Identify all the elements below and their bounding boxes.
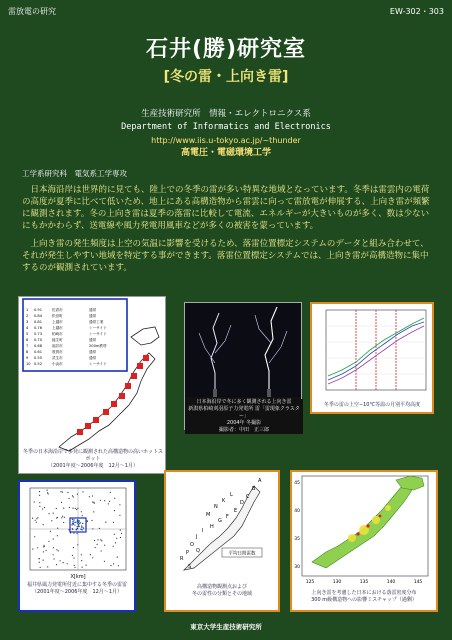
- table-cell-place: 敦賀市: [52, 350, 63, 354]
- scatter-point: [115, 542, 116, 543]
- scatter-point: [34, 536, 35, 537]
- x-tick-label: 125: [305, 580, 315, 585]
- scatter-point: [105, 522, 106, 523]
- department: 工学系研究科 電気系工学専攻: [22, 169, 127, 178]
- scatter-point: [90, 554, 91, 555]
- density-map-graphic: [292, 472, 436, 588]
- wind-farm-graphic: [20, 482, 134, 580]
- x-tick-label: 140: [386, 580, 396, 585]
- scatter-point: [119, 504, 120, 505]
- scatter-point: [51, 520, 52, 521]
- scatter-point: [100, 500, 101, 501]
- scatter-point: [44, 545, 45, 546]
- temperature-chart-graphic: [312, 304, 432, 400]
- scatter-point-cluster: [81, 529, 82, 530]
- scatter-point-cluster: [83, 528, 84, 529]
- site-label-i: I: [202, 528, 204, 534]
- scatter-point: [104, 500, 105, 501]
- x-tick-label: 130: [332, 580, 342, 585]
- scatter-point: [48, 493, 49, 494]
- scatter-point: [46, 550, 47, 551]
- table-cell-rank: 10: [26, 362, 31, 366]
- scatter-point: [39, 491, 40, 492]
- scatter-point: [56, 549, 57, 550]
- lightning-photo-graphic: [185, 303, 301, 397]
- scatter-point: [117, 557, 118, 558]
- scatter-point: [49, 513, 50, 514]
- scatter-point: [81, 554, 82, 555]
- site-label-g: G: [218, 518, 222, 524]
- scatter-point: [63, 508, 64, 509]
- table-cell-structure: 通常: [89, 314, 97, 318]
- scatter-point: [60, 560, 61, 561]
- y-tick-label: 35: [294, 537, 300, 542]
- scatter-point-cluster: [74, 525, 75, 526]
- scatter-point: [39, 495, 40, 496]
- table-cell-structure: 通常: [89, 356, 97, 360]
- x-tick-label: 135: [359, 580, 369, 585]
- table-cell-rank: 8: [26, 350, 29, 354]
- scatter-point-cluster: [76, 529, 77, 530]
- table-cell-rank: 1: [26, 308, 29, 312]
- table-cell-structure: 通常: [89, 338, 97, 342]
- scatter-point: [113, 522, 114, 523]
- figure-lightning-photo: [184, 302, 302, 433]
- table-cell-value: 0.76: [34, 326, 43, 330]
- figure-wind-farm: [18, 480, 136, 612]
- scatter-point: [81, 511, 82, 512]
- table-cell-place: 松田町: [52, 314, 63, 318]
- scatter-point-cluster: [78, 525, 79, 526]
- table-cell-value: 0.68: [34, 344, 43, 348]
- scatter-point: [37, 547, 38, 548]
- scatter-point: [72, 555, 73, 556]
- scatter-point: [60, 491, 61, 492]
- description-paragraph-1: 日本海沿岸は世界的に見ても、陸上での冬季の雷が多い特異な地域となっています。冬季は雷雲内の電荷の高度が夏季に比べて低いため、地上にある高構造物から雷雲に向って雷放電が伸展する、上向き雷が頻繁に観測されます。冬の上向き雷は夏季の落雷に比較して電流、エネルギーが大きいものが多く、数は少ないにもかかわらず、送電線や風力発電用風車などが多くの被害を蒙っています。: [22, 185, 430, 231]
- site-label-c: C: [246, 494, 250, 500]
- table-cell-rank: 9: [26, 356, 29, 360]
- scatter-point: [97, 539, 98, 540]
- scatter-point: [73, 547, 74, 548]
- scatter-point: [119, 515, 120, 516]
- site-label-f: F: [226, 514, 229, 520]
- figure-hotspot-caption: 冬季の日本海沿岸で多発に観測された高構造物の高いホットスポット （2001年度〜2006年度 12月〜1月）: [23, 449, 163, 469]
- scatter-point: [82, 515, 83, 516]
- scatter-point: [67, 492, 68, 493]
- table-cell-rank: 7: [26, 344, 29, 348]
- scatter-point-cluster: [78, 526, 79, 527]
- scatter-point: [72, 519, 73, 520]
- table-cell-rank: 6: [26, 338, 29, 342]
- scatter-point: [73, 557, 74, 558]
- scatter-point: [82, 491, 83, 492]
- scatter-point: [121, 533, 122, 534]
- scatter-point-cluster: [79, 523, 80, 524]
- scatter-point: [93, 511, 94, 512]
- scatter-point-cluster: [77, 528, 78, 529]
- site-label-k: K: [222, 498, 226, 504]
- observation-sites-graphic: [166, 472, 278, 582]
- affiliation-ja: 生産技術研究所 情報・エレクトロニクス系: [141, 109, 311, 119]
- scatter-point: [48, 541, 49, 542]
- scatter-point: [77, 508, 78, 509]
- scatter-point: [47, 492, 48, 493]
- scatter-point: [116, 538, 117, 539]
- scatter-point: [74, 565, 75, 566]
- scatter-point: [82, 567, 83, 568]
- scatter-point: [43, 551, 44, 552]
- density-map-x-ticks: [306, 579, 423, 585]
- scatter-point: [43, 524, 44, 525]
- scatter-point: [53, 547, 54, 548]
- figure-wind-farm-caption: 福井県風力発電所付近に集中する冬季の雷雷 （2001年度〜2006年度 12月〜1月）: [26, 582, 127, 595]
- scatter-point: [114, 534, 115, 535]
- figure-density-caption: 上向き雷を考慮した日本における落雷密度分布 300 m級構造物への影響ミスチャップ（過剰）: [311, 590, 417, 603]
- scatter-point: [75, 508, 76, 509]
- y-tick-label: 30: [294, 565, 300, 570]
- scatter-point: [44, 546, 45, 547]
- scatter-point: [110, 492, 111, 493]
- table-cell-value: 0.61: [34, 350, 43, 354]
- hotspot-map-graphic: [19, 297, 165, 473]
- table-cell-structure: 通常: [89, 308, 97, 312]
- figure-lightning-caption: 日本海沿岸で冬に多く観測される上向き雷 新潟県柏崎刈羽原子力発電所 雷「雷現象クラスター」 2004年 冬撮影 撮影者：中田 正三郎: [185, 399, 303, 434]
- table-cell-value: 0.91: [34, 308, 43, 312]
- scatter-point: [32, 518, 33, 519]
- site-legend: 平均日間雷数: [228, 551, 256, 557]
- scatter-point-cluster: [79, 520, 80, 521]
- scatter-point: [43, 560, 44, 561]
- site-label-j: J: [196, 534, 198, 540]
- scatter-point: [32, 548, 33, 549]
- site-label-s: S: [188, 564, 192, 570]
- footer: 東京大学生産技術研究所: [190, 623, 262, 631]
- scatter-point-cluster: [72, 521, 73, 522]
- site-label-m: M: [206, 512, 211, 518]
- table-cell-structure: 200m鉄塔: [89, 344, 107, 348]
- table-cell-rank: 4: [26, 326, 29, 330]
- table-cell-rank: 2: [26, 314, 29, 318]
- scatter-point: [37, 517, 38, 518]
- scatter-point: [47, 490, 48, 491]
- description-paragraph-2: 上向き雷の発生頻度は上空の気温に影響を受けるため、落雷位置標定システムのデータと組み合わせて、それが発生しやすい地域を特定する事ができます。落雷位置標定システムでは、上向き雷が高構造物に集中するのが観測されています。: [22, 239, 429, 273]
- scatter-point: [53, 538, 54, 539]
- site-label-o: O: [190, 542, 194, 548]
- scatter-point: [92, 501, 93, 502]
- scatter-point: [57, 528, 58, 529]
- scatter-point: [92, 557, 93, 558]
- scatter-point: [73, 533, 74, 534]
- scatter-point: [56, 508, 57, 509]
- lab-field: 高電圧・電磁環境工学: [180, 148, 271, 158]
- scatter-point: [34, 501, 35, 502]
- scatter-point: [73, 496, 74, 497]
- table-cell-structure: シーサイド: [89, 326, 107, 330]
- site-label-r: R: [180, 556, 184, 562]
- scatter-point-cluster: [78, 522, 79, 523]
- table-cell-structure: シーサイド: [89, 362, 107, 366]
- table-cell-structure: シーサイド: [89, 332, 107, 336]
- table-cell-place: 上越市: [52, 320, 63, 324]
- scatter-point: [77, 494, 78, 495]
- site-label-h: H: [210, 524, 214, 530]
- table-cell-place: 福井市: [52, 344, 63, 348]
- wind-farm-x-axis-label: X[km]: [70, 574, 86, 580]
- lab-subtitle: [冬の雷・上向き雷]: [163, 69, 289, 85]
- scatter-point: [56, 564, 57, 565]
- scatter-point: [36, 522, 37, 523]
- scatter-point: [114, 510, 115, 511]
- scatter-point: [61, 502, 62, 503]
- top-bar: [0, 0, 452, 22]
- scatter-point: [69, 498, 70, 499]
- scatter-point: [50, 531, 51, 532]
- site-label-a: A: [258, 478, 262, 484]
- scatter-point: [72, 508, 73, 509]
- scatter-point: [62, 492, 63, 493]
- y-tick-label: 40: [294, 509, 300, 514]
- header-code: EW-302・303: [389, 6, 444, 16]
- scatter-point: [95, 547, 96, 548]
- scatter-point: [101, 540, 102, 541]
- scatter-point: [87, 520, 88, 521]
- scatter-point: [92, 528, 93, 529]
- scatter-point: [63, 562, 64, 563]
- site-label-e: E: [234, 508, 238, 514]
- scatter-point: [100, 539, 101, 540]
- scatter-point: [58, 550, 59, 551]
- scatter-point: [35, 520, 36, 521]
- table-cell-rank: 5: [26, 332, 29, 336]
- scatter-point: [44, 507, 45, 508]
- scatter-point: [108, 503, 109, 504]
- scatter-point: [53, 554, 54, 555]
- scatter-point: [64, 517, 65, 518]
- scatter-point-cluster: [73, 519, 74, 520]
- scatter-point: [92, 495, 93, 496]
- scatter-point: [69, 507, 70, 508]
- scatter-point: [40, 567, 41, 568]
- scatter-point: [39, 502, 40, 503]
- scatter-point: [57, 517, 58, 518]
- scatter-point: [91, 520, 92, 521]
- table-cell-place: 能生町: [52, 338, 63, 342]
- site-label-d: D: [240, 500, 244, 506]
- scatter-point: [110, 565, 111, 566]
- figure-temperature-chart: [310, 302, 434, 414]
- scatter-point: [94, 540, 95, 541]
- scatter-point: [89, 496, 90, 497]
- table-cell-value: 0.73: [34, 332, 43, 336]
- scatter-point-cluster: [81, 525, 82, 526]
- table-cell-place: 佐倉市: [52, 308, 63, 312]
- figure-density-map: [290, 470, 438, 612]
- scatter-point: [113, 546, 114, 547]
- scatter-point: [47, 566, 48, 567]
- scatter-point: [57, 535, 58, 536]
- density-map-y-ticks: [294, 480, 300, 570]
- scatter-point: [67, 563, 68, 564]
- y-tick-label: 45: [294, 481, 300, 486]
- scatter-point: [81, 560, 82, 561]
- scatter-point: [36, 518, 37, 519]
- scatter-point: [114, 498, 115, 499]
- scatter-point: [94, 503, 95, 504]
- table-cell-value: 0.55: [34, 356, 43, 360]
- scatter-point: [104, 561, 105, 562]
- scatter-point: [101, 550, 102, 551]
- table-cell-value: 0.84: [34, 314, 43, 318]
- scatter-point: [118, 565, 119, 566]
- table-cell-place: 小浜市: [52, 362, 63, 366]
- site-label-b: B: [252, 486, 256, 492]
- table-cell-place: 柏崎市: [52, 332, 63, 336]
- table-cell-structure: 通常工業: [89, 320, 104, 324]
- scatter-point-cluster: [71, 524, 72, 525]
- scatter-point: [63, 522, 64, 523]
- figure-temperature-caption: 冬季の雷の上空−10℃等温の月別平均高度: [323, 402, 421, 408]
- site-label-p: P: [186, 550, 190, 556]
- x-tick-label: 145: [413, 580, 423, 585]
- scatter-point-cluster: [81, 527, 82, 528]
- scatter-point: [39, 562, 40, 563]
- scatter-point: [104, 545, 105, 546]
- site-label-l: L: [230, 492, 233, 498]
- scatter-point: [113, 563, 114, 564]
- lab-url-link[interactable]: http://www.iis.u-tokyo.ac.jp/~thunder: [151, 136, 301, 145]
- scatter-point-cluster: [72, 522, 73, 523]
- header-topic: 雷放電の研究: [8, 6, 56, 16]
- scatter-point: [61, 517, 62, 518]
- scatter-point: [42, 508, 43, 509]
- table-cell-place: 上越市: [52, 326, 63, 330]
- scatter-point: [120, 537, 121, 538]
- scatter-point: [77, 544, 78, 545]
- scatter-point-cluster: [82, 523, 83, 524]
- scatter-point: [99, 528, 100, 529]
- scatter-point: [86, 565, 87, 566]
- table-cell-place: 武生市: [52, 356, 63, 360]
- scatter-point-cluster: [74, 522, 75, 523]
- site-label-n: N: [214, 504, 218, 510]
- scatter-point: [77, 533, 78, 534]
- table-cell-structure: 通常: [89, 350, 97, 354]
- affiliation: [0, 108, 452, 160]
- scatter-point: [72, 528, 73, 529]
- scatter-point: [39, 506, 40, 507]
- scatter-point-cluster: [77, 526, 78, 527]
- scatter-point: [97, 544, 98, 545]
- site-label-q: Q: [196, 548, 200, 554]
- scatter-point-cluster: [77, 519, 78, 520]
- table-cell-value: 0.52: [34, 362, 43, 366]
- scatter-point: [53, 513, 54, 514]
- scatter-point: [74, 567, 75, 568]
- scatter-point: [72, 495, 73, 496]
- scatter-point: [39, 558, 40, 559]
- scatter-point: [76, 509, 77, 510]
- table-cell-value: 0.81: [34, 320, 43, 324]
- scatter-point: [80, 522, 81, 523]
- table-cell-value: 0.70: [34, 338, 43, 342]
- scatter-point: [53, 558, 54, 559]
- scatter-point: [62, 516, 63, 517]
- figure-observation-caption: 高構造物観測点および 冬の雷性の分類とその地域: [191, 584, 252, 597]
- lab-title: 石井(勝)研究室: [145, 37, 307, 62]
- figure-observation-sites: [164, 470, 280, 612]
- description: [22, 184, 434, 280]
- scatter-point: [109, 501, 110, 502]
- figure-hotspot-map: [18, 296, 166, 474]
- affiliation-en: Department of Informatics and Electronics: [121, 122, 331, 132]
- scatter-point: [120, 530, 121, 531]
- table-cell-rank: 3: [26, 320, 29, 324]
